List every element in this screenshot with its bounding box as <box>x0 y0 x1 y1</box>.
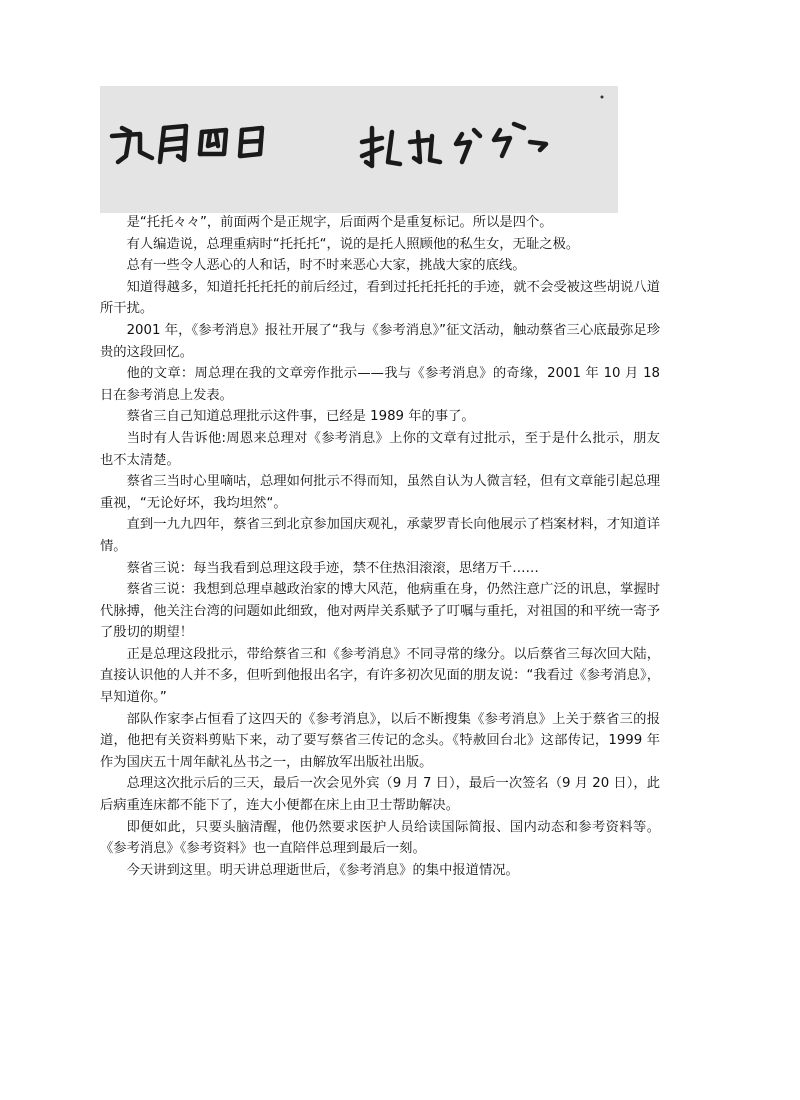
paragraph: 总有一些令人恶心的人和话，时不时来恶心大家，挑战大家的底线。 <box>126 258 526 274</box>
paragraph: 2001 年，《参考消息》报社开展了“我与《参考消息》”征文活动，触动蔡省三心底最弥足珍贵的这段回忆。 <box>100 322 660 360</box>
paragraph: 蔡省三当时心里嘀咕，总理如何批示不得而知，虽然自认为人微言轻，但有文章能引起总理重视，“无论好坏，我均坦然“。 <box>100 474 660 511</box>
paragraph: 部队作家李占恒看了这四天的《参考消息》，以后不断搜集《参考消息》上关于蔡省三的报道，他把有关资料剪贴下来，动了要写蔡省三传记的念头。《特赦回台北》这部传记，1999 年作为国庆五十周年献礼丛书之一，由解放军出版社出版。 <box>100 711 660 770</box>
paragraph: 直到一九九四年，蔡省三到北京参加国庆观礼，承蒙罗青长向他展示了档案材料，才知道详情。 <box>100 517 660 554</box>
article-text <box>100 212 660 881</box>
paragraph: 蔡省三说：每当我看到总理这段手迹，禁不住热泪滚滚，思绪万千…… <box>126 560 539 576</box>
handwriting-image <box>100 86 618 213</box>
paragraph: 蔡省三说：我想到总理卓越政治家的博大风范，他病重在身，仍然注意广泛的讯息，掌握时代脉搏，他关注台湾的问题如此细致，他对两岸关系赋予了叮嘱与重托，对祖国的和平统一寄予了殷切的期望！ <box>100 582 660 641</box>
paragraph: 今天讲到这里。明天讲总理逝世后，《参考消息》的集中报道情况。 <box>126 862 519 878</box>
handwriting-strokes <box>100 86 618 213</box>
paragraph: 即便如此，只要头脑清醒，他仍然要求医护人员给读国际简报、国内动态和参考资料等。《参考消息》《参考资料》也一直陪伴总理到最后一刻。 <box>100 819 660 857</box>
paragraph: 是“托托々々”，前面两个是正规字，后面两个是重复标记。所以是四个。 <box>126 215 553 230</box>
paragraph: 当时有人告诉他:周恩来总理对《参考消息》上你的文章有过批示，至于是什么批示，朋友也不太清楚。 <box>100 430 660 468</box>
paragraph: 总理这次批示后的三天，最后一次会见外宾（9 月 7 日），最后一次签名（9 月 20 日），此后病重连床都不能下了，连大小便都在床上由卫士帮助解决。 <box>100 776 660 814</box>
paragraph: 他的文章：周总理在我的文章旁作批示——我与《参考消息》的奇缘，2001 年 10 月 18 日在参考消息上发表。 <box>100 366 660 403</box>
paragraph: 有人编造说，总理重病时“托托托“，说的是托人照顾他的私生女，无耻之极。 <box>126 236 580 252</box>
paragraph: 蔡省三自己知道总理批示这件事，已经是 1989 年的事了。 <box>126 409 475 425</box>
paragraph: 正是总理这段批示，带给蔡省三和《参考消息》不同寻常的缘分。以后蔡省三每次回大陆，直接认识他的人并不多，但听到他报出名字，有许多初次见面的朋友说：“我看过《参考消息》，早知道你。” <box>100 646 660 706</box>
paragraph: 知道得越多，知道托托托托的前后经过，看到过托托托托的手迹，就不会受被这些胡说八道所干扰。 <box>100 279 660 317</box>
